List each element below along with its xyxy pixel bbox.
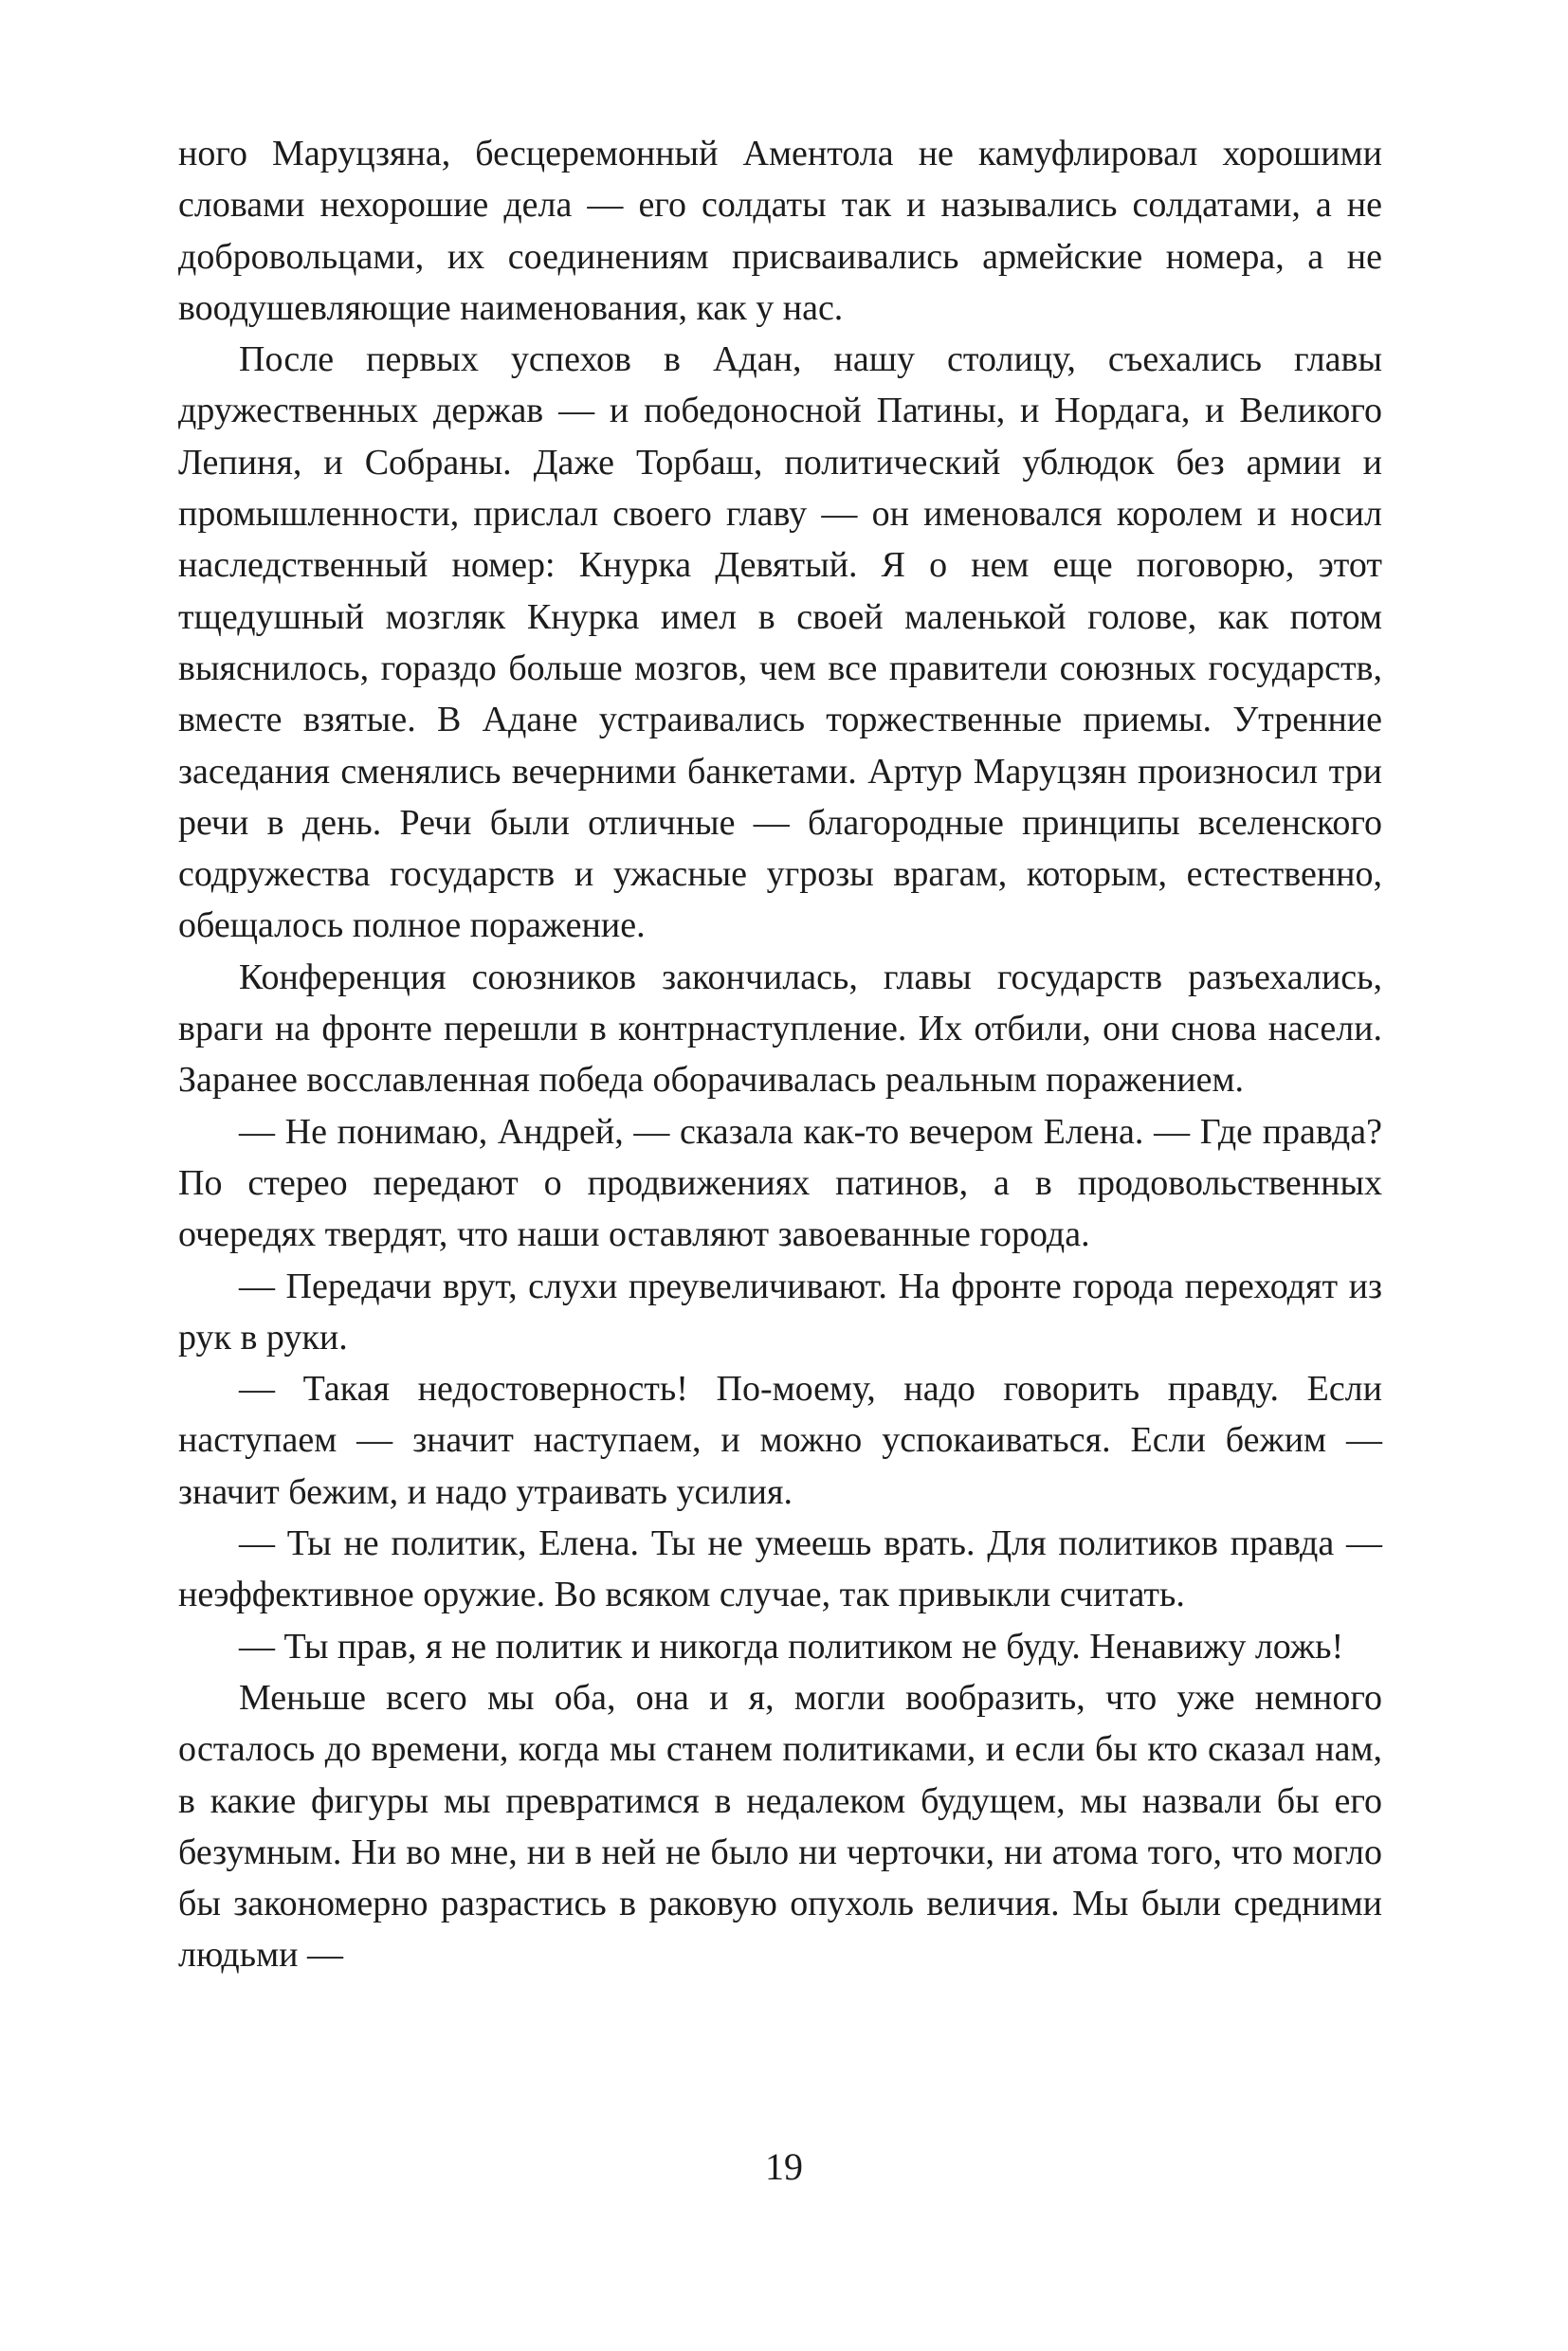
- dialogue-line-4: — Ты не политик, Елена. Ты не умеешь врать. Для политиков правда — неэффективное оружие. Во всяком случае, так привыкли считать.: [178, 1523, 1382, 1615]
- paragraph-final: Меньше всего мы оба, она и я, могли вообразить, что уже немного осталось до времени, когда мы станем политиками, и если бы кто сказал нам, в какие фигуры мы превратимся в недалеком будущем, мы назвали бы его безумным. Ни во мне, ни в ней не было ни черточки, ни атома того, что могло бы закономерно разрастись в раковую опухоль величия. Мы были средними людьми —: [178, 1677, 1382, 1976]
- paragraph-2: После первых успехов в Адан, нашу столицу, съехались главы дружественных держав — и победоносной Патины, и Нордага, и Великого Лепиня, и Собраны. Даже Торбаш, политический ублюдок без армии и промышленности, прислал своего главу — он именовался королем и носил наследственный номер: Кнурка Девятый. Я о нем еще поговорю, этот тщедушный мозгляк Кнурка имел в своей маленькой голове, как потом выяснилось, гораздо больше мозгов, чем все правители союзных государств, вместе взятые. В Адане устраивались торжественные приемы. Утренние заседания сменялись вечерними банкетами. Артур Маруцзян произносил три речи в день. Речи были отличные — благородные принципы вселенского содружества государств и ужасные угрозы врагам, которым, естественно, обещалось полное поражение.: [178, 339, 1382, 946]
- page-text-block: [178, 128, 1382, 1981]
- dialogue-line-3: — Такая недостоверность! По-моему, надо говорить правду. Если наступаем — значит наступаем, и можно успокаиваться. Если бежим — значит бежим, и надо утраивать усилия.: [178, 1369, 1382, 1512]
- dialogue-line-2: — Передачи врут, слухи преувеличивают. На фронте города переходят из рук в руки.: [178, 1266, 1382, 1358]
- dialogue-line-1: — Не понимаю, Андрей, — сказала как-то вечером Елена. — Где правда? По стерео передают о продвижениях патинов, а в продовольственных очередях твердят, что наши оставляют завоеванные города.: [178, 1111, 1382, 1255]
- dialogue-line-5: — Ты прав, я не политик и никогда политиком не буду. Ненавижу ложь!: [239, 1626, 1344, 1667]
- page-number: 19: [765, 2145, 803, 2188]
- paragraph-3: Конференция союзников закончилась, главы государств разъехались, враги на фронте перешли в контрнаступление. Их отбили, они снова насели. Заранее восславленная победа оборачивалась реальным поражением.: [178, 957, 1382, 1101]
- paragraph-1: ного Маруцзяна, бесцеремонный Аментола не камуфлировал хорошими словами нехорошие дела — его солдаты так и назывались солдатами, а не добровольцами, их соединениям присваивались армейские номера, а не воодушевляющие наименования, как у нас.: [178, 134, 1382, 328]
